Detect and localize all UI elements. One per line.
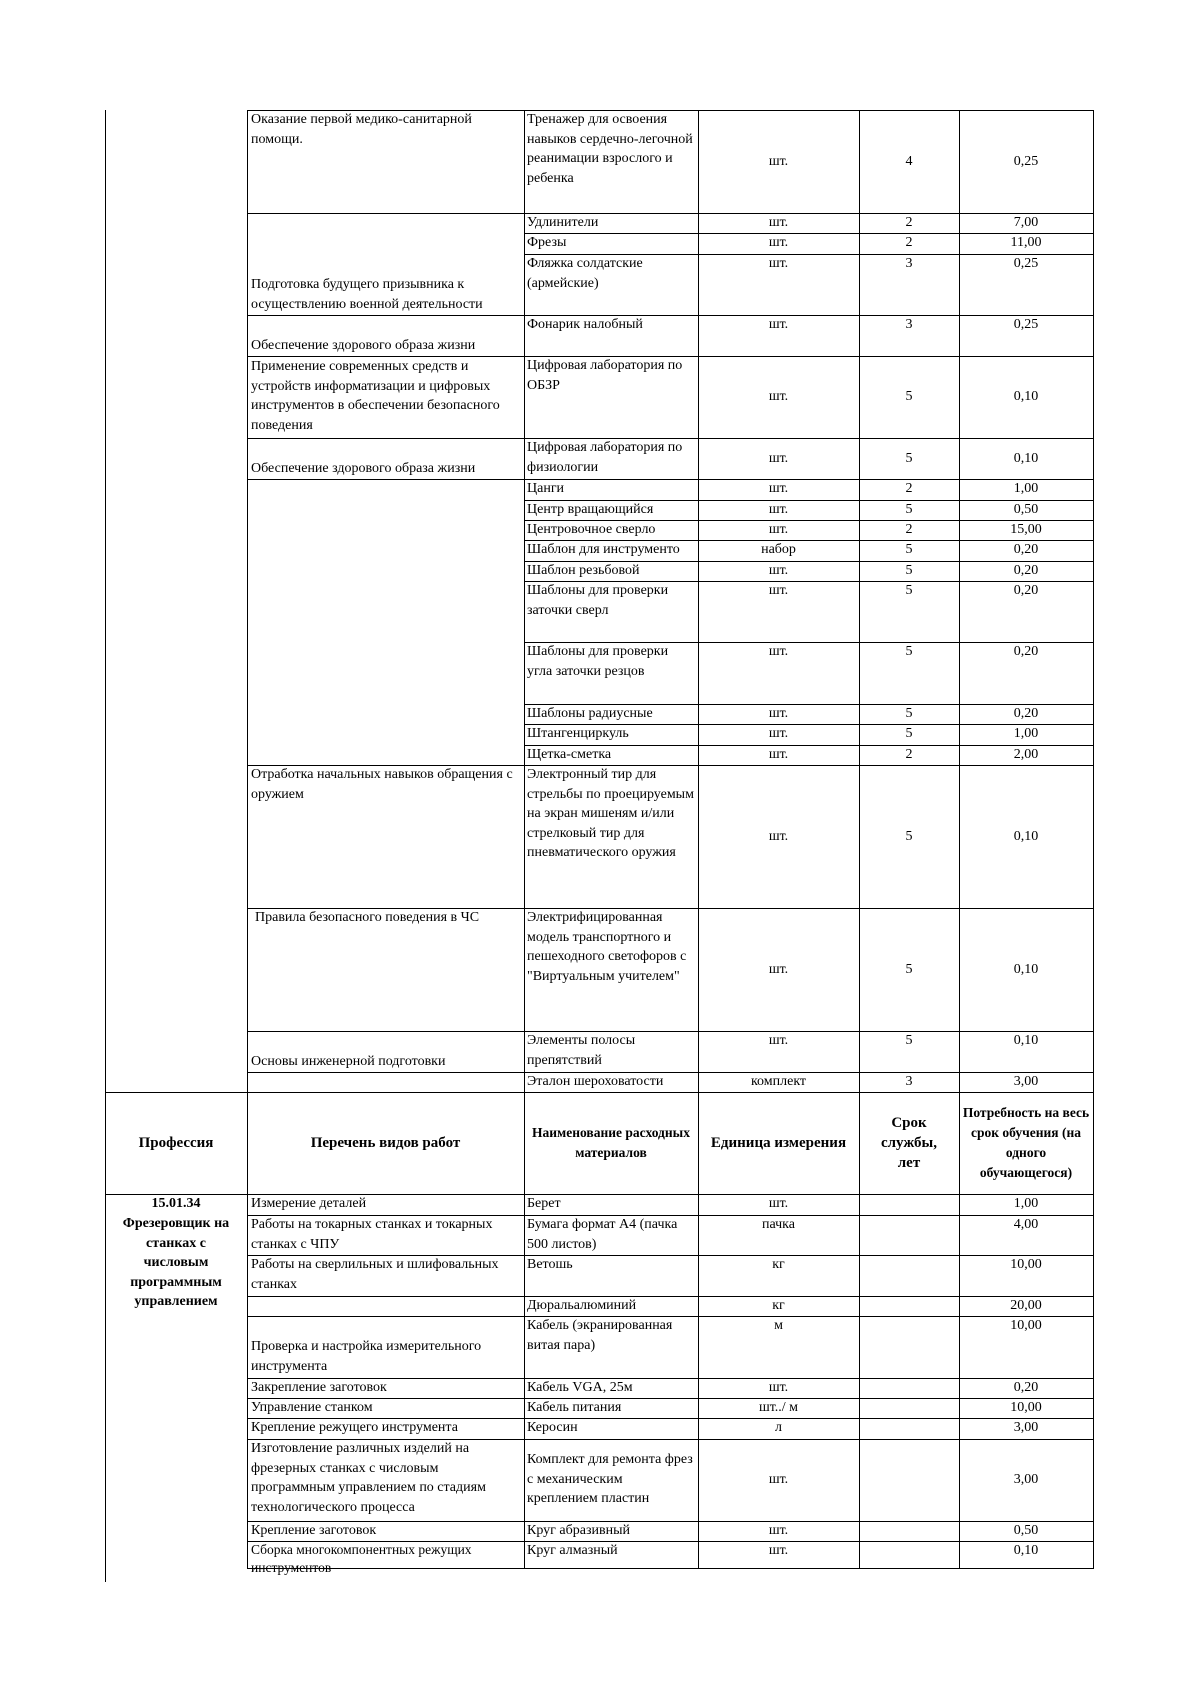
norm-cell: 0,20 <box>1013 563 1039 578</box>
item-name-cell: Шаблоны для проверки заточки сверл <box>527 583 669 618</box>
unit-cell: шт. <box>768 706 789 721</box>
norm-cell: 0,10 <box>1013 450 1039 466</box>
quantity-cell: 3 <box>905 1074 913 1089</box>
unit-cell: шт. <box>768 153 789 169</box>
header-material-name: Наименование расходных материалов <box>532 1125 690 1160</box>
item-name-cell: Электрифицированная модель транспортного и пешеходного светофоров с "Виртуальным учителем" <box>527 910 687 984</box>
material-name-cell: Круг алмазный <box>527 1543 618 1558</box>
table-border-right <box>1093 110 1094 1568</box>
item-name-cell: Удлинители <box>527 215 599 230</box>
work-type-cell: Закрепление заготовок <box>251 1380 387 1395</box>
unit-cell: шт. <box>768 583 789 598</box>
unit-cell: шт. <box>768 1033 789 1048</box>
item-name-cell: Центровочное сверло <box>527 522 656 537</box>
quantity-cell: 5 <box>905 502 913 517</box>
quantity-cell: 3 <box>905 317 913 332</box>
need-cell: 4,00 <box>1013 1217 1039 1232</box>
norm-cell: 0,20 <box>1013 583 1039 598</box>
need-cell: 0,10 <box>1013 1543 1039 1558</box>
norm-cell: 0,25 <box>1013 317 1039 332</box>
norm-cell: 0,25 <box>1013 153 1039 169</box>
unit-cell: пачка <box>762 1217 795 1232</box>
quantity-cell: 5 <box>905 1033 913 1048</box>
header-need: Потребность на весь срок обучения (на одного обучающегося) <box>962 1105 1090 1180</box>
unit-cell: шт. <box>768 522 789 537</box>
quantity-cell: 5 <box>905 828 913 844</box>
norm-cell: 7,00 <box>1013 215 1039 230</box>
quantity-cell: 5 <box>905 542 913 557</box>
quantity-cell: 5 <box>905 389 913 405</box>
norm-cell: 0,50 <box>1013 502 1039 517</box>
need-cell: 0,50 <box>1013 1523 1039 1538</box>
item-name-cell: Цифровая лаборатория по физиологии <box>527 440 683 475</box>
norm-cell: 0,20 <box>1013 644 1039 659</box>
norm-cell: 11,00 <box>1010 235 1042 250</box>
unit-cell: кг <box>772 1257 785 1272</box>
material-name-cell: Кабель (экранированная витая пара) <box>527 1318 673 1353</box>
item-name-cell: Элементы полосы препятствий <box>527 1033 636 1068</box>
quantity-cell: 2 <box>905 481 913 496</box>
work-type-cell: Работы на токарных станках и токарных станках с ЧПУ <box>251 1217 493 1252</box>
quantity-cell: 2 <box>905 522 913 537</box>
quantity-cell: 5 <box>905 583 913 598</box>
unit-cell: шт. <box>768 563 789 578</box>
unit-cell: шт. <box>768 726 789 741</box>
unit-cell: шт. <box>768 961 789 977</box>
norm-cell: 1,00 <box>1013 726 1039 741</box>
need-cell: 20,00 <box>1010 1298 1042 1313</box>
unit-cell: шт. <box>768 256 789 271</box>
unit-cell: шт. <box>768 450 789 466</box>
norm-cell: 2,00 <box>1013 747 1039 762</box>
item-name-cell: Центр вращающийся <box>527 502 654 517</box>
unit-cell: м <box>774 1318 783 1333</box>
item-name-cell: Фонарик налобный <box>527 317 643 332</box>
norm-cell: 0,20 <box>1013 542 1039 557</box>
quantity-cell: 5 <box>905 726 913 741</box>
item-name-cell: Тренажер для освоения навыков сердечно-легочной реанимации взрослого и ребенка <box>527 112 693 186</box>
unit-cell: шт. <box>768 644 789 659</box>
table-border-left <box>105 110 106 1582</box>
need-cell: 10,00 <box>1010 1400 1042 1415</box>
unit-cell: шт. <box>768 1523 789 1538</box>
need-cell: 10,00 <box>1010 1257 1042 1272</box>
material-name-cell: Комплект для ремонта фрез с механическим креплением пластин <box>527 1452 693 1506</box>
unit-cell: набор <box>761 542 796 557</box>
work-type-cell: Изготовление различных изделий на фрезерных станках с числовым программным управлением по стадиям технологического процесса <box>251 1441 486 1515</box>
item-name-cell: Щетка-сметка <box>527 747 612 762</box>
unit-cell: шт../ м <box>758 1400 799 1415</box>
material-name-cell: Дюральалюминий <box>527 1298 637 1313</box>
quantity-cell: 5 <box>905 961 913 977</box>
unit-cell: шт. <box>768 1196 789 1211</box>
work-type-cell: Обеспечение здорового образа жизни <box>251 338 476 353</box>
unit-cell: шт. <box>768 1543 789 1558</box>
quantity-cell: 2 <box>905 747 913 762</box>
item-name-cell: Эталон шероховатости <box>527 1074 664 1089</box>
norm-cell: 0,10 <box>1013 828 1039 844</box>
work-type-cell: Измерение деталей <box>251 1196 367 1211</box>
quantity-cell: 5 <box>905 644 913 659</box>
quantity-cell: 2 <box>905 215 913 230</box>
work-type-cell: Оказание первой медико-санитарной помощи. <box>251 112 472 147</box>
work-type-cell: Подготовка будущего призывника к осуществлению военной деятельности <box>251 277 483 312</box>
unit-cell: л <box>775 1420 782 1435</box>
unit-cell: шт. <box>768 828 789 844</box>
profession-code: 15.01.34 <box>151 1196 201 1211</box>
item-name-cell: Шаблоны для проверки угла заточки резцов <box>527 644 669 679</box>
work-type-cell: Крепление режущего инструмента <box>251 1420 458 1435</box>
item-name-cell: Шаблон для инструменто <box>527 542 680 557</box>
work-type-cell: Работы на сверлильных и шлифовальных станках <box>251 1257 499 1292</box>
norm-cell: 1,00 <box>1013 481 1039 496</box>
work-type-cell: Управление станком <box>251 1400 373 1415</box>
material-name-cell: Керосин <box>527 1420 578 1435</box>
unit-cell: шт. <box>768 481 789 496</box>
item-name-cell: Фрезы <box>527 235 567 250</box>
material-name-cell: Бумага формат А4 (пачка 500 листов) <box>527 1217 678 1252</box>
profession-name: Фрезеровщик на станках с числовым программным управлением <box>122 1216 230 1309</box>
header-service-term: Срок службы, лет <box>880 1115 937 1171</box>
item-name-cell: Фляжка солдатские (армейские) <box>527 256 643 291</box>
table-column-divider <box>247 110 248 1568</box>
work-type-cell: Проверка и настройка измерительного инструмента <box>251 1339 482 1374</box>
item-name-cell: Электронный тир для стрельбы по проецируемым на экран мишеням и/или стрелковый тир для пневматического оружия <box>527 767 694 860</box>
norm-cell: 15,00 <box>1010 522 1042 537</box>
work-type-cell: Основы инженерной подготовки <box>251 1054 446 1069</box>
unit-cell: шт. <box>768 317 789 332</box>
item-name-cell: Цанги <box>527 481 565 496</box>
norm-cell: 0,10 <box>1013 1033 1039 1048</box>
quantity-cell: 5 <box>905 706 913 721</box>
unit-cell: комплект <box>750 1074 807 1089</box>
need-cell: 1,00 <box>1013 1196 1039 1211</box>
material-name-cell: Кабель питания <box>527 1400 622 1415</box>
unit-cell: шт. <box>768 389 789 405</box>
norm-cell: 0,10 <box>1013 961 1039 977</box>
norm-cell: 0,25 <box>1013 256 1039 271</box>
material-name-cell: Кабель VGA, 25м <box>527 1380 633 1395</box>
need-cell: 0,20 <box>1013 1380 1039 1395</box>
unit-cell: шт. <box>768 235 789 250</box>
work-type-cell: Отработка начальных навыков обращения с оружием <box>251 767 513 802</box>
unit-cell: шт. <box>768 1380 789 1395</box>
unit-cell: шт. <box>768 502 789 517</box>
item-name-cell: Шаблоны радиусные <box>527 706 653 721</box>
material-name-cell: Круг абразивный <box>527 1523 630 1538</box>
quantity-cell: 4 <box>905 153 913 169</box>
quantity-cell: 2 <box>905 235 913 250</box>
item-name-cell: Цифровая лаборатория по ОБЗР <box>527 358 683 393</box>
unit-cell: шт. <box>768 747 789 762</box>
norm-cell: 0,20 <box>1013 706 1039 721</box>
quantity-cell: 3 <box>905 256 913 271</box>
material-name-cell: Ветошь <box>527 1257 573 1272</box>
work-type-cell: Сборка многокомпонентных режущих инструментов <box>251 1542 472 1575</box>
material-name-cell: Берет <box>527 1196 561 1211</box>
header-profession: Профессия <box>138 1135 214 1151</box>
header-work-types: Перечень видов работ <box>310 1135 461 1151</box>
work-type-cell: Обеспечение здорового образа жизни <box>251 461 476 476</box>
quantity-cell: 5 <box>905 450 913 466</box>
norm-cell: 0,10 <box>1013 389 1039 405</box>
work-type-cell: Применение современных средств и устройств информатизации и цифровых инструментов в обеспечении безопасного поведения <box>251 359 500 433</box>
norm-cell: 3,00 <box>1013 1074 1039 1089</box>
work-type-cell: Правила безопасного поведения в ЧС <box>255 910 480 925</box>
work-type-cell: Крепление заготовок <box>251 1523 377 1538</box>
unit-cell: шт. <box>768 1472 789 1488</box>
item-name-cell: Штангенциркуль <box>527 726 629 741</box>
unit-cell: кг <box>772 1298 785 1313</box>
header-unit: Единица измерения <box>710 1135 847 1151</box>
need-cell: 10,00 <box>1010 1318 1042 1333</box>
unit-cell: шт. <box>768 215 789 230</box>
table-column-divider <box>524 110 525 1568</box>
item-name-cell: Шаблон резьбовой <box>527 563 640 578</box>
need-cell: 3,00 <box>1013 1420 1039 1435</box>
quantity-cell: 5 <box>905 563 913 578</box>
need-cell: 3,00 <box>1013 1472 1039 1488</box>
